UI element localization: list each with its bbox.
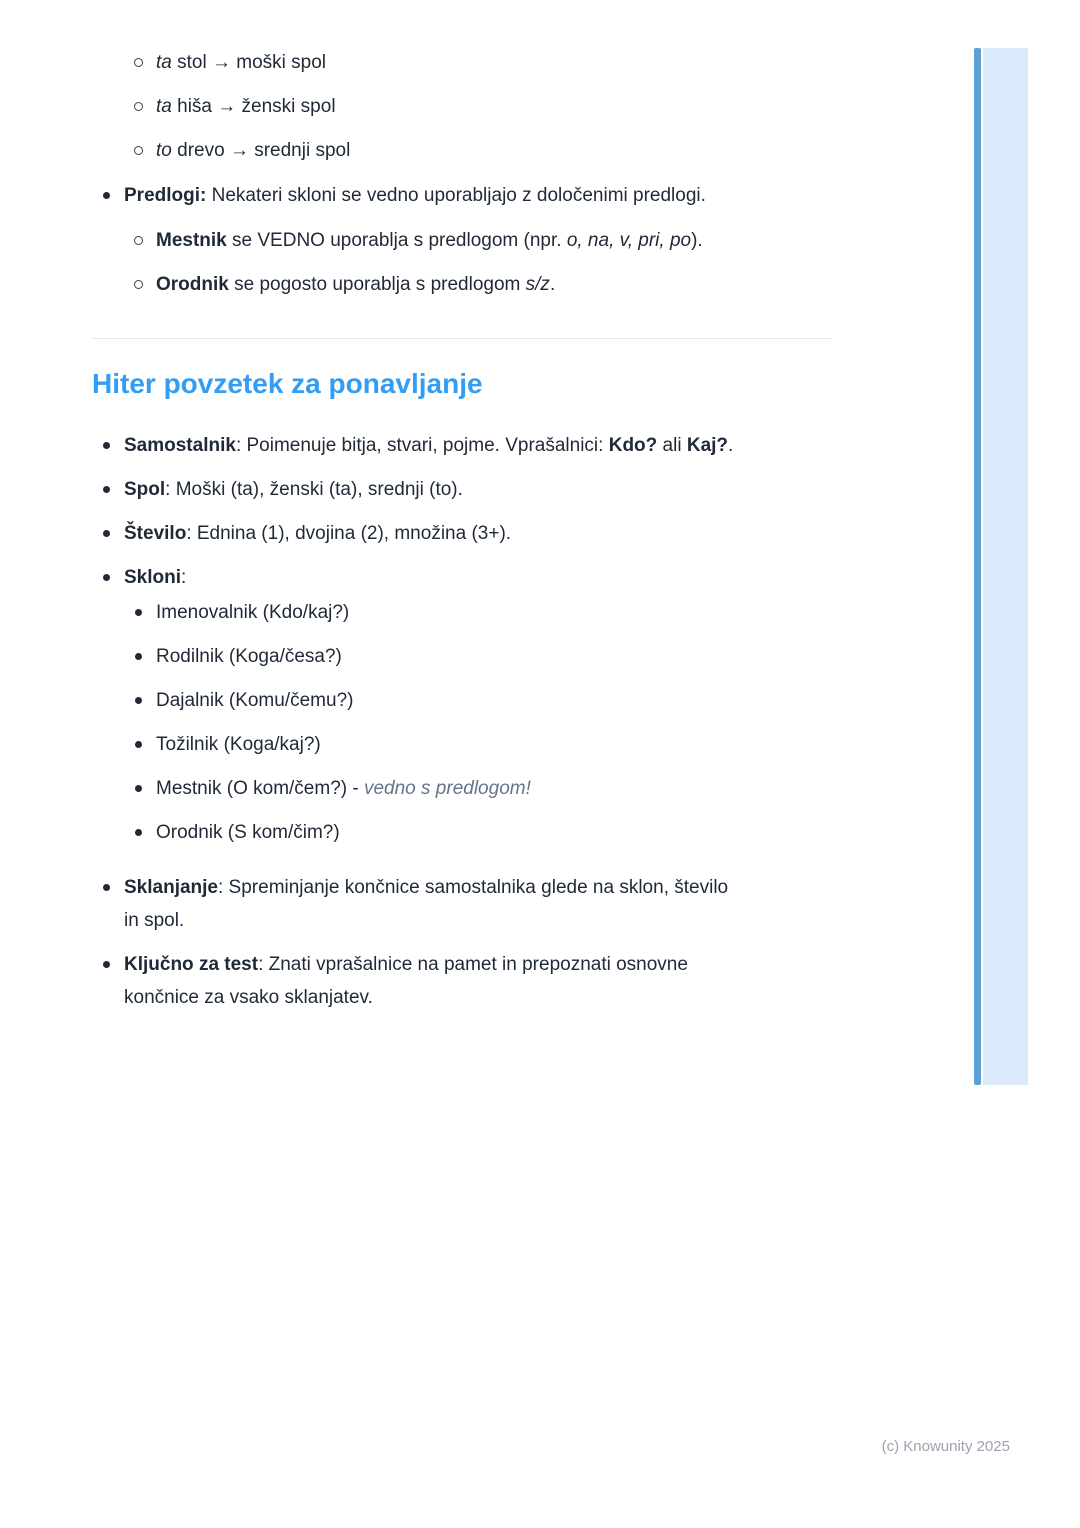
bullet-disc-icon [103,961,110,968]
list-item-body [156,684,832,717]
list-item [124,596,832,629]
text-run: končnice za vsako sklanjatev. [124,987,373,1008]
text-run: Tožilnik (Koga/kaj?) [156,734,321,755]
list-item-body [156,268,832,301]
text-line [124,981,832,1014]
list-item-text [124,473,832,506]
list-item [124,90,832,123]
list-item-body [156,90,832,123]
bullet-circle-icon [134,236,143,245]
list-item-body [156,134,832,167]
text-run: Dajalnik (Komu/čemu?) [156,690,354,711]
text-line [156,268,832,301]
bullet-disc-icon [135,697,142,704]
text-run: : Ednina (1), dvojina (2), množina (3+). [186,523,512,544]
list-item-body [124,473,832,506]
list-item-text [124,179,832,212]
text-run: . [728,435,734,456]
summary-section [92,365,832,1014]
list-item-text [156,596,832,629]
list-item-text [124,871,832,937]
text-run: Število [124,523,187,544]
text-line [124,179,832,212]
gender-examples-sublist [124,46,832,167]
list-item-text [156,816,832,849]
text-line [124,429,832,462]
list-item [124,816,832,849]
text-line [156,640,832,673]
text-run: ali [657,435,687,456]
text-run: hiša → ženski spol [171,96,336,117]
text-run: o, na, v, pri, po [566,230,692,251]
list-item [92,473,832,506]
text-run: Kdo? [608,435,658,456]
text-run: drevo → srednji spol [171,140,351,161]
bullet-disc-icon [103,574,110,581]
text-line [124,517,832,550]
text-run: to [156,140,172,161]
bullet-disc-icon [135,653,142,660]
text-run: . [549,274,556,295]
list-item-body [156,224,832,257]
list-item-text [124,517,832,550]
bullet-disc-icon [103,486,110,493]
list-item-text [156,268,832,301]
bullet-disc-icon [135,609,142,616]
text-line [156,772,832,805]
list-item-body [156,772,832,805]
list-item [92,561,832,860]
text-run: Skloni [124,567,182,588]
text-run: : Spreminjanje končnice samostalnika glede na sklon, število [218,877,729,898]
text-run: Orodnik [156,274,229,295]
bullet-disc-icon [103,192,110,199]
bullet-circle-icon [134,280,143,289]
scrollbar-thumb[interactable] [974,48,981,1085]
list-item-body [124,429,832,462]
list-item-text [124,561,832,594]
text-line [156,684,832,717]
list-item-body [156,816,832,849]
text-line [156,596,832,629]
nested-list [124,224,832,301]
text-run: ). [691,230,703,251]
list-item-body [124,561,832,860]
list-item-text [156,90,832,123]
list-item-body [156,640,832,673]
list-item [92,179,832,312]
list-item-text [124,429,832,462]
list-item-text [156,134,832,167]
text-run: Orodnik (S kom/čim?) [156,822,340,843]
text-line [156,728,832,761]
list-item [124,268,832,301]
text-run: : Znati vprašalnice na pamet in prepoznati osnovne [258,954,688,975]
bullet-disc-icon [103,442,110,449]
list-item [92,429,832,462]
text-run: Imenovalnik (Kdo/kaj?) [156,602,350,623]
text-run: Sklanjanje [124,877,218,898]
bullet-disc-icon [135,741,142,748]
text-line [156,134,832,167]
text-run: Predlogi: [124,185,207,206]
text-run: Mestnik [156,230,227,251]
list-item [92,871,832,937]
text-run: Ključno za test [124,954,259,975]
summary-list [92,429,832,1014]
list-item-body [156,728,832,761]
text-run: se VEDNO uporablja s predlogom (npr. [226,230,567,251]
list-item [124,134,832,167]
text-run: Samostalnik [124,435,236,456]
list-item-body [124,179,832,312]
list-item-body [124,871,832,937]
bullet-circle-icon [134,102,143,111]
text-run: : [181,567,187,588]
text-run: ta [156,52,172,73]
text-run: se pogosto uporablja s predlogom [228,274,526,295]
text-run: Mestnik (O kom/čem?) - [156,778,364,799]
list-item [92,948,832,1014]
scrollbar-track[interactable] [983,48,1028,1085]
text-run: : Moški (ta), ženski (ta), srednji (to). [165,479,463,500]
list-item-body [156,46,832,79]
copyright-text: (c) Knowunity 2025 [881,1438,1010,1455]
text-run: ta [156,96,172,117]
text-line [156,224,832,257]
list-item [124,728,832,761]
text-run: in spol. [124,910,185,931]
text-line [124,904,832,937]
summary-heading: Hiter povzetek za ponavljanje [92,368,483,399]
top-section [92,46,832,312]
text-run: Nekateri skloni se vedno uporabljajo z določenimi predlogi. [206,185,706,206]
list-item-text [156,728,832,761]
document-content [92,46,832,1025]
list-item-text [156,772,832,805]
text-run: Rodilnik (Koga/česa?) [156,646,342,667]
text-line [156,90,832,123]
list-item-body [156,596,832,629]
nested-list [124,596,832,849]
text-run: stol → moški spol [171,52,327,73]
list-item [124,772,832,805]
list-item-body [124,948,832,1014]
text-line [124,948,832,981]
bullet-disc-icon [135,785,142,792]
list-item-text [156,684,832,717]
text-run: Kaj? [686,435,729,456]
text-line [124,561,832,594]
list-item-text [156,224,832,257]
text-line [124,871,832,904]
list-item [92,517,832,550]
list-item [124,46,832,79]
text-run: Spol [124,479,166,500]
bullet-disc-icon [103,530,110,537]
text-line [156,46,832,79]
text-line [124,473,832,506]
list-item-text [156,46,832,79]
bullet-circle-icon [134,58,143,67]
list-item [124,684,832,717]
text-run: vedno s predlogom! [363,778,531,799]
predlogi-list [92,179,832,312]
bullet-disc-icon [135,829,142,836]
list-item-text [156,640,832,673]
list-item-text [124,948,832,1014]
list-item [124,224,832,257]
section-divider [92,338,832,339]
text-run: : Poimenuje bitja, stvari, pojme. Vprašalnici: [235,435,609,456]
list-item [124,640,832,673]
list-item-body [124,517,832,550]
bullet-circle-icon [134,146,143,155]
bullet-disc-icon [103,884,110,891]
text-run: s/z [525,274,550,295]
text-line [156,816,832,849]
